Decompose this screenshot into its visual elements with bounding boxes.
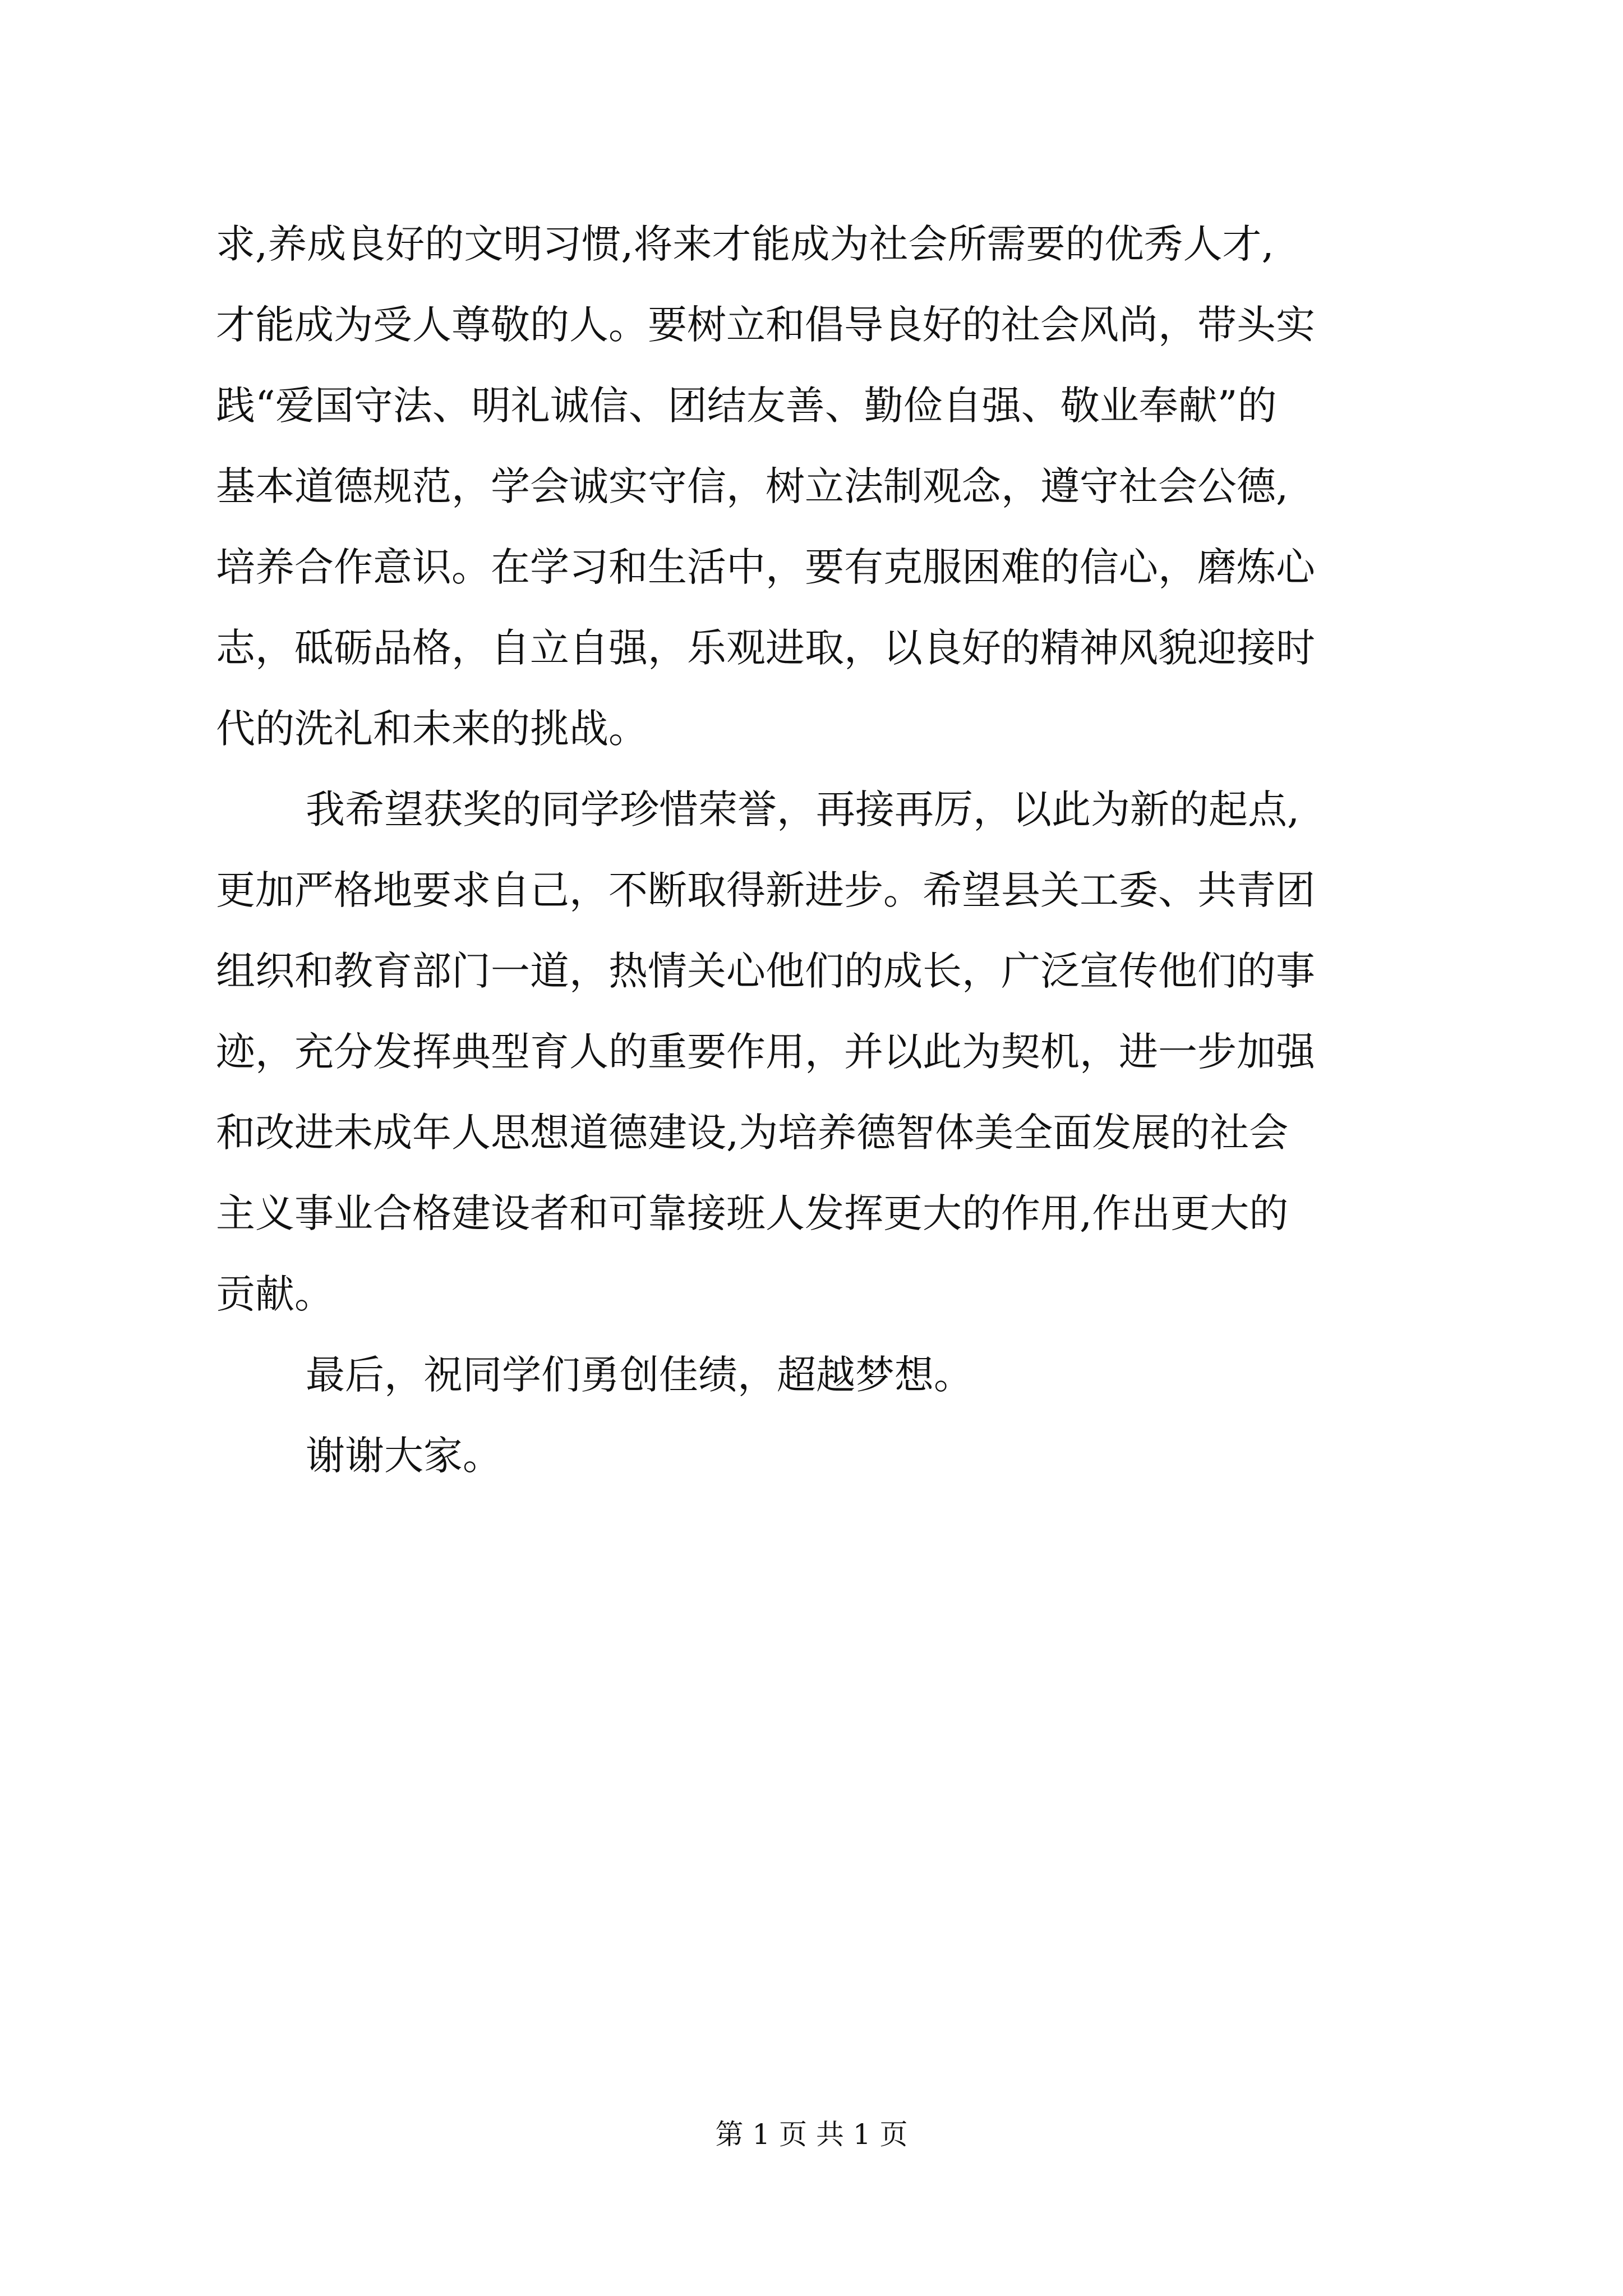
text-line-10: 组织和教育部门一道，热情关心他们的成长，广泛宣传他们的事 — [216, 948, 1315, 994]
text-line-5: 培养合作意识。在学习和生活中，要有克服困难的信心，磨炼心 — [216, 544, 1315, 590]
text-line-2: 才能成为受人尊敬的人。要树立和倡导良好的社会风尚，带头实 — [216, 302, 1315, 348]
text-line-12: 和改进未成年人思想道德建设,为培养德智体美全面发展的社会 — [216, 1110, 1289, 1156]
text-line-13: 主义事业合格建设者和可靠接班人发挥更大的作用,作出更大的 — [216, 1190, 1289, 1236]
text-line-11: 迹，充分发挥典型育人的重要作用，并以此为契机，进一步加强 — [216, 1029, 1315, 1075]
paragraph-start-line: 我希望获奖的同学珍惜荣誉，再接再厉，以此为新的起点, — [306, 786, 1300, 832]
text-line-9: 更加严格地要求自己，不断取得新进步。希望县关工委、共青团 — [216, 867, 1315, 913]
text-line-1: 求,养成良好的文明习惯,将来才能成为社会所需要的优秀人才, — [216, 221, 1274, 267]
closing-wish-line: 最后，祝同学们勇创佳绩，超越梦想。 — [306, 1352, 973, 1398]
text-line-4: 基本道德规范，学会诚实守信，树立法制观念，遵守社会公德, — [216, 463, 1289, 509]
text-line-7: 代的洗礼和未来的挑战。 — [216, 706, 648, 752]
text-line-3: 践“爱国守法、明礼诚信、团结友善、勤俭自强、敬业奉献”的 — [216, 383, 1277, 429]
page-footer: 第 1 页 共 1 页 — [715, 2118, 908, 2151]
text-line-6: 志，砥砺品格，自立自强，乐观进取，以良好的精神风貌迎接时 — [216, 625, 1315, 671]
thanks-line: 谢谢大家。 — [306, 1433, 502, 1479]
text-line-14: 贡献。 — [216, 1271, 334, 1317]
